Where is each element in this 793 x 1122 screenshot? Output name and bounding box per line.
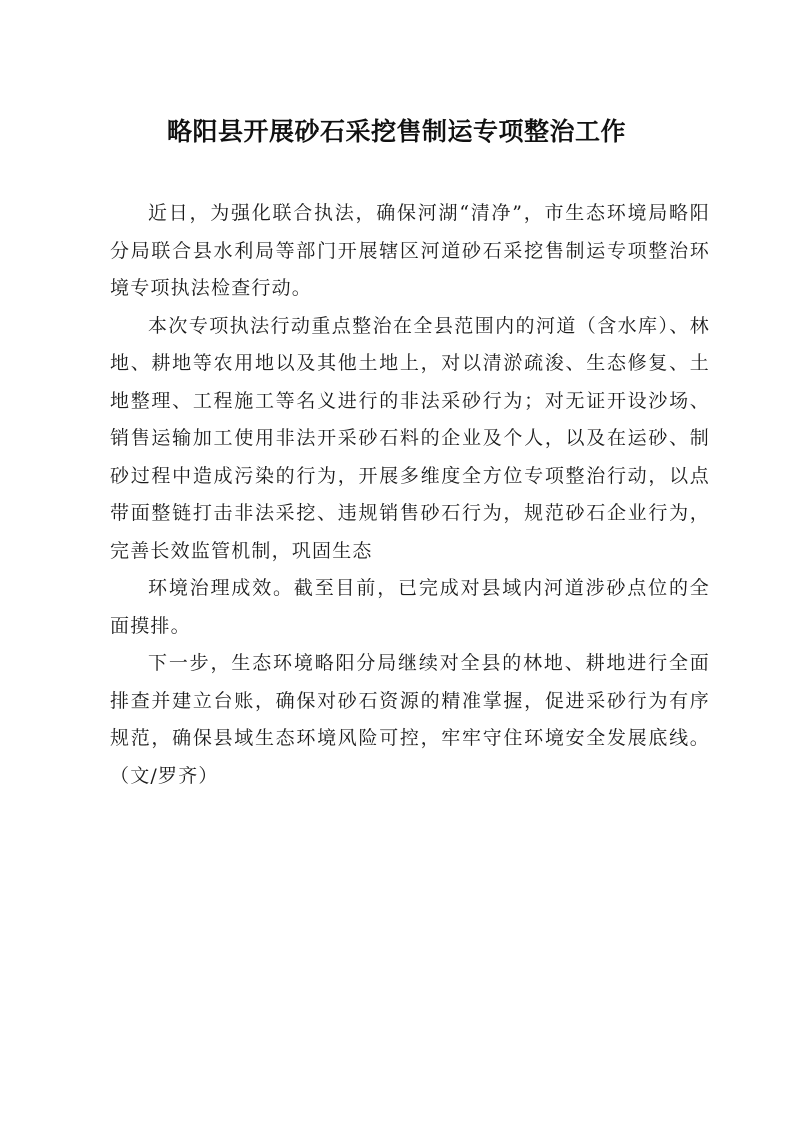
document-body [110, 195, 710, 795]
paragraph-progress: 环境治理成效。截至目前，已完成对县域内河道涉砂点位的全面摸排。 [110, 577, 710, 637]
document-title: 略阳县开展砂石采挖售制运专项整治工作 [166, 117, 626, 146]
paragraph-next-steps: 下一步，生态环境略阳分局继续对全县的林地、耕地进行全面排查并建立台账，确保对砂石资源的精准掌握，促进采砂行为有序规范，确保县域生态环境风险可控，牢牢守住环境安全发展底线。（文/罗齐） [110, 652, 710, 787]
paragraph-intro: 近日，为强化联合执法，确保河湖“清净”，市生态环境局略阳分局联合县水利局等部门开展辖区河道砂石采挖售制运专项整治环境专项执法检查行动。 [110, 202, 710, 299]
paragraph-scope: 本次专项执法行动重点整治在全县范围内的河道（含水库）、林地、耕地等农用地以及其他土地上，对以清淤疏浚、生态修复、土地整理、工程施工等名义进行的非法采砂行为；对无证开设沙场、销售运输加工使用非法开采砂石料的企业及个人，以及在运砂、制砂过程中造成污染的行为，开展多维度全方位专项整治行动，以点带面整链打击非法采挖、违规销售砂石行为，规范砂石企业行为，完善长效监管机制，巩固生态 [110, 314, 710, 562]
